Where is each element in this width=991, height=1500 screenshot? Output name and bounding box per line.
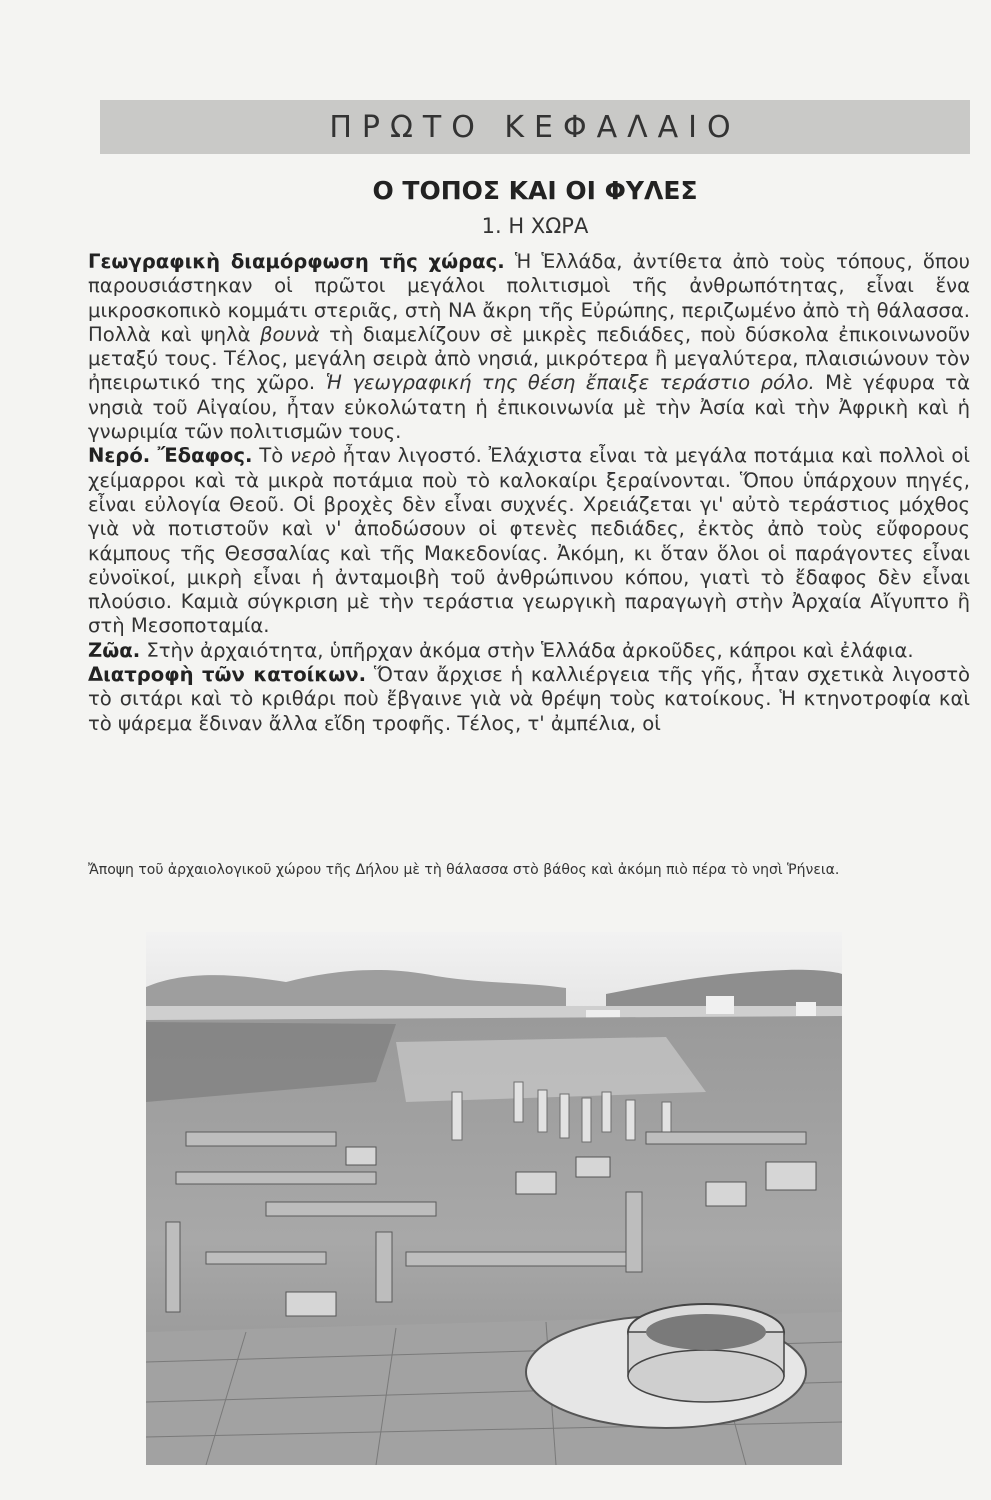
delos-ruins-illustration (146, 932, 842, 1465)
delos-photo (146, 932, 842, 1465)
subsection-title: 1. Η ΧΩΡΑ (481, 214, 589, 238)
paragraph-text: Στὴν ἀρχαιότητα, ὑπῆρχαν ἀκόμα στὴν Ἑλλάδα ἀρκοῦδες, κάπροι καὶ ἐλάφια. (140, 638, 914, 662)
paragraph-heading: Ζῶα. (88, 638, 141, 662)
paragraph-italic: νερὸ (289, 444, 336, 468)
section-title: Ο ΤΟΠΟΣ ΚΑΙ ΟΙ ΦΥΛΕΣ (372, 176, 698, 205)
paragraph-heading: Γεωγραφικὴ διαμόρφωση τῆς χώρας. (88, 250, 505, 273)
paragraph-italic: Ἡ γεωγραφική της θέση ἔπαιξε τεράστιο ρόλο. (325, 371, 815, 395)
chapter-banner (100, 100, 970, 154)
paragraph-text: Ἡ Ἑλλάδα, ἀντίθετα ἀπὸ τοὺς τόπους, ὅπου παρουσιάστηκαν οἱ πρῶτοι μεγάλοι πολιτισμοὶ τῆς ἀνθρωπότητας, εἶναι ἕνα μικροσκοπικὸ κομμάτι στεριᾶς, στὴ ΝΑ ἄκρη τῆς Εὐρώπης, περιζωμένο ἀπὸ τὴ θάλασσα. Πολλὰ καὶ ψηλὰ (88, 250, 971, 346)
paragraph-geography (88, 250, 970, 444)
paragraph-heading: Διατροφὴ τῶν κατοίκων. (88, 663, 367, 687)
paragraph-diet (88, 663, 970, 736)
paragraph-text: Τὸ (252, 444, 290, 468)
photo-caption: Ἄποψη τοῦ ἀρχαιολογικοῦ χώρου τῆς Δήλου μὲ τὴ θάλασσα στὸ βάθος καὶ ἀκόμη πιὸ πέρα τὸ νησὶ Ῥήνεια. (88, 862, 840, 878)
paragraph-heading: Νερό. Ἔδαφος. (88, 444, 253, 468)
paragraph-text: ἦταν λιγοστό. Ἐλάχιστα εἶναι τὰ μεγάλα ποτάμια καὶ πολλοὶ οἱ χείμαρροι καὶ τὰ μικρὰ ποτάμια ποὺ τὸ καλοκαίρι ξεραίνονται. Ὅπου ὑπάρχουν πηγές, εἶναι εὐλογία Θεοῦ. Οἱ βροχὲς δὲν εἶναι συχνές. Χρειάζεται γι' αὐτὸ τεράστιος μόχθος γιὰ νὰ ποτιστοῦν καὶ ν' ἀποδώσουν οἱ φτενὲς πεδιάδες, ἐκτὸς ἀπὸ τοὺς εὔφορους κάμπους τῆς Θεσσαλίας καὶ τῆς Μακεδονίας. Ἀκόμη, κι ὅταν ὅλοι οἱ παράγοντες εἶναι εὐνοϊκοί, μικρὴ εἶναι ἡ ἀνταμοιβὴ τοῦ ἀνθρώπινου κόπου, γιατὶ τὸ ἔδαφος δὲν εἶναι πλούσιο. Καμιὰ σύγκριση μὲ τὴν τεράστια γεωργικὴ παραγωγὴ στὴν Ἀρχαία Αἴγυπτο ἢ στὴ Μεσοποταμία. (88, 444, 971, 638)
well-opening (646, 1314, 766, 1350)
distant-building (706, 996, 734, 1014)
paragraph-text: Μὲ γέφυρα τὰ νησιὰ τοῦ Αἰγαίου, ἦταν εὐκολώτατη ἡ ἐπικοινωνία μὲ τὴν Ἀσία καὶ τὴν Ἀφρικὴ καὶ ἡ γνωριμία τῶν πολιτισμῶν τους. (88, 371, 970, 444)
paragraph-italic: βουνὰ (260, 322, 320, 346)
paragraph-text: τὴ διαμελίζουν σὲ μικρὲς πεδιάδες, ποὺ δύσκολα ἐπικοινωνοῦν μεταξύ τους. Τέλος, μεγάλη σειρὰ ἀπὸ νησιά, μικρότερα ἢ μεγαλύτερα, πλαισιώνουν τὸν ἠπειρωτικό της χῶρο. (88, 322, 970, 395)
paragraph-water-soil (88, 444, 970, 638)
well-bottom (628, 1350, 784, 1402)
distant-building (796, 1002, 816, 1016)
paragraph-animals (88, 639, 970, 663)
excavation-area (396, 1037, 706, 1102)
body-text (88, 250, 970, 736)
chapter-title: ΠΡΩΤΟ ΚΕΦΑΛΑΙΟ (329, 109, 741, 145)
paragraph-text: Ὅταν ἄρχισε ἡ καλλιέργεια τῆς γῆς, ἦταν σχετικὰ λιγοστὸ τὸ σιτάρι καὶ τὸ κριθάρι ποὺ ἔβγαινε γιὰ νὰ θρέψη τοὺς κατοίκους. Ἡ κτηνοτροφία καὶ τὸ ψάρεμα ἔδιναν ἄλλα εἴδη τροφῆς. Τέλος, τ' ἀμπέλια, οἱ (88, 663, 970, 735)
